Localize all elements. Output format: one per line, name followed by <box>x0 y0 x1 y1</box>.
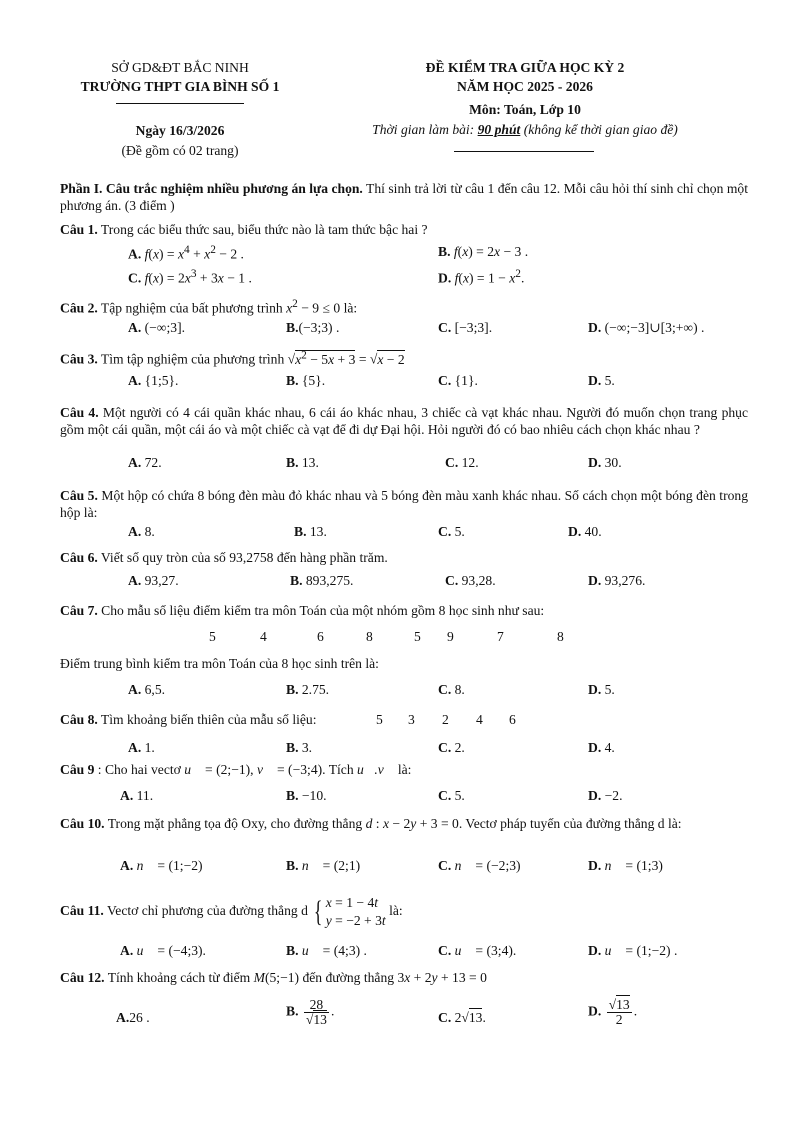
option-text: 893,275. <box>305 573 354 588</box>
q3-option-b: B. {5}. <box>286 373 326 388</box>
option-text: 93,28. <box>461 573 496 588</box>
q10-label: Câu 10. <box>60 816 105 831</box>
option-letter: B. <box>286 1003 299 1019</box>
q2-option-b: B.(−3;3) . <box>286 320 340 335</box>
option-text: 4. <box>604 740 615 755</box>
q4-option-d <box>588 455 622 471</box>
q11-option-d: D. u⃗ = (1;−2) . <box>588 943 678 958</box>
q12-text: Tính khoảng cách từ điểm <box>104 970 254 985</box>
q6-option-d <box>588 573 645 589</box>
option-letter: A. <box>128 455 142 470</box>
option-text: 5. <box>604 682 615 697</box>
q12-option-b: B. $\frac{28}{√13}$ . <box>286 997 335 1027</box>
q5-text: Một hộp có chứa 8 bóng đèn màu đỏ khác nhau và 5 bóng đèn màu xanh khác nhau. Số cách chọn một bóng đèn trong hộp là: <box>60 488 748 520</box>
q2-option-a: A. (−∞;3]. <box>128 320 186 335</box>
q10-text: Trong mặt phẳng tọa độ Oxy, cho đường thẳng <box>104 816 366 831</box>
option-letter: D. <box>588 1003 602 1019</box>
option-letter: C. <box>438 943 452 958</box>
q8-text: Tìm khoảng biến thiên của mẫu số liệu: <box>97 712 317 727</box>
part1-instructions: Thí sinh trả lời từ câu 1 đến câu 12. Mỗi câu hỏi thí sinh chỉ chọn một phương án. (3 điểm ) <box>60 181 748 213</box>
option-letter: C. <box>438 858 452 873</box>
q5-option-b <box>294 524 327 540</box>
option-letter: D. <box>588 373 602 388</box>
option-letter: A. <box>120 788 134 803</box>
option-letter: B. <box>294 524 307 539</box>
q12-mid: đến đường thẳng <box>299 970 398 985</box>
option-letter: D. <box>568 524 582 539</box>
option-letter: B. <box>286 740 299 755</box>
q7-label: Câu 7. <box>60 603 98 618</box>
option-letter: C. <box>438 524 452 539</box>
q3-option-d: D. 5. <box>588 373 615 388</box>
option-text: 93,27. <box>144 573 179 588</box>
question-10: Câu 10. Trong mặt phẳng tọa độ Oxy, cho đường thẳng d : x − 2y + 3 = 0. Vectơ pháp tuyến của đường thẳng d là: <box>60 816 682 831</box>
q11-label: Câu 11. <box>60 903 104 919</box>
option-letter: B. <box>286 858 299 873</box>
q4-option-c <box>445 455 479 471</box>
option-text: −10. <box>301 788 327 803</box>
q4-option-a <box>128 455 162 471</box>
q5-option-d <box>568 524 602 540</box>
q11-option-a: A. u⃗ = (−4;3). <box>120 943 206 958</box>
option-text: 8. <box>144 524 155 539</box>
option-letter: B. <box>290 573 303 588</box>
exam-title: ĐỀ KIỂM TRA GIỮA HỌC KỲ 2 <box>425 60 625 75</box>
question-8 <box>60 712 317 728</box>
question-2: Câu 2. Tập nghiệm của bất phương trình $x^2 - 9 \le 0$ là: <box>60 298 358 316</box>
option-letter: A. <box>128 740 142 755</box>
option-letter: D. <box>588 682 602 697</box>
option-letter: C. <box>438 788 452 803</box>
q11-option-c: C. u⃗ = (3;4). <box>438 943 517 958</box>
school-year: NĂM HỌC 2025 - 2026 <box>457 79 593 94</box>
q12-option-d: D. $\frac{√13}{2}$ . <box>588 997 638 1027</box>
brace-symbol: { <box>314 895 323 928</box>
q8-label: Câu 8. <box>60 712 98 727</box>
q7-data-value: 8 <box>557 629 564 644</box>
q7-data-value: 8 <box>366 629 373 644</box>
q7-follow-text: Điểm trung bình kiểm tra môn Toán của 8 học sinh trên là: <box>60 656 379 671</box>
school-name: TRƯỜNG THPT GIA BÌNH SỐ 1 <box>80 79 280 94</box>
q7-data-value: 6 <box>317 629 324 644</box>
q4-text: Một người có 4 cái quần khác nhau, 6 cái áo khác nhau, 3 chiếc cà vạt khác nhau. Người đó muốn chọn trang phục gồm một cái quần, một cái áo và một chiếc cà vạt để đi dự Đại hội. Hỏi người đó có bao nhiêu cách chọn khác nhau ? <box>60 405 748 437</box>
q8-data-value: 5 <box>376 712 383 727</box>
q3-option-c: C. {1}. <box>438 373 478 388</box>
q5-option-a <box>128 524 155 540</box>
option-letter: C. <box>438 373 452 388</box>
q9-option-c <box>438 788 465 804</box>
option-letter: D. <box>588 943 602 958</box>
option-text: 5. <box>454 788 465 803</box>
question-12: Câu 12. Tính khoảng cách từ điểm M(5;−1) đến đường thẳng 3x + 2y + 13 = 0 <box>60 970 487 985</box>
school-department: SỞ GD&ĐT BẮC NINH <box>111 60 249 75</box>
option-letter: D. <box>588 455 602 470</box>
option-letter: B. <box>286 373 299 388</box>
q8-option-b <box>286 740 312 756</box>
q8-data-value: 2 <box>442 712 449 727</box>
option-letter: C. <box>438 682 452 697</box>
q7-option-a <box>128 682 165 698</box>
option-letter: B. <box>286 788 299 803</box>
q8-option-d <box>588 740 615 756</box>
option-letter: B. <box>438 244 451 259</box>
option-letter: D. <box>588 740 602 755</box>
q9-label: Câu 9 <box>60 762 95 777</box>
q10-option-d: D. n⃗ = (1;3) <box>588 858 663 873</box>
q7-option-c <box>438 682 465 698</box>
q2-label: Câu 2. <box>60 300 98 316</box>
q6-label: Câu 6. <box>60 550 98 565</box>
option-letter: A. <box>128 320 142 335</box>
option-text: 13. <box>301 455 319 470</box>
option-text: 72. <box>144 455 162 470</box>
q7-data-value: 7 <box>497 629 504 644</box>
option-text: 5. <box>454 524 465 539</box>
option-text: 2.75. <box>301 682 330 697</box>
option-text: 30. <box>604 455 622 470</box>
option-letter: D. <box>588 858 602 873</box>
q11-option-b: B. u⃗ = (4;3) . <box>286 943 367 958</box>
q2-after: là: <box>340 300 358 316</box>
q7-text: Cho mẫu số liệu điểm kiểm tra môn Toán của một nhóm gồm 8 học sinh như sau: <box>97 603 545 618</box>
q8-option-a <box>128 740 155 756</box>
option-text: 2. <box>454 740 465 755</box>
option-letter: C. <box>438 740 452 755</box>
q7-option-d <box>588 682 615 698</box>
option-letter: C. <box>445 573 459 588</box>
q10-after: . Vectơ pháp tuyến của đường thẳng d là: <box>458 816 682 831</box>
option-letter: A. <box>128 682 142 697</box>
option-letter: A. <box>128 373 142 388</box>
q1-option-c: C. $f(x) = 2x^3 + 3x - 1$ . <box>128 268 252 286</box>
q1-option-b: B. f(x) = 2x − 3 . <box>438 244 529 259</box>
option-letter: B. <box>286 320 299 335</box>
q4-label: Câu 4. <box>60 405 99 420</box>
q6-option-b <box>290 573 353 589</box>
option-letter: A. <box>120 858 134 873</box>
q5-option-c <box>438 524 465 540</box>
option-letter: D. <box>438 270 452 286</box>
q11-after: là: <box>385 903 403 919</box>
option-text: 1. <box>144 740 155 755</box>
q3-label: Câu 3. <box>60 351 98 367</box>
question-4 <box>60 404 748 438</box>
question-11 <box>60 894 403 930</box>
option-letter: B. <box>286 455 299 470</box>
option-letter: C. <box>445 455 459 470</box>
q8-data-value: 6 <box>509 712 516 727</box>
question-3: Câu 3. Tìm tập nghiệm của phương trình $√x^2 - 5x + 3 = √x - 2$ <box>60 349 405 367</box>
option-letter: A. <box>128 524 142 539</box>
question-6 <box>60 550 388 566</box>
q11-text: Vectơ chỉ phương của đường thẳng d <box>103 903 312 919</box>
exam-date: Ngày 16/3/2026 <box>135 123 225 138</box>
option-text: 26 . <box>129 1010 150 1025</box>
q7-data-value: 5 <box>209 629 216 644</box>
q6-option-a <box>128 573 179 589</box>
pages-note: (Đề gồm có 02 trang) <box>121 143 239 158</box>
q2-option-c: C. [−3;3]. <box>438 320 493 335</box>
q3-option-a: A. {1;5}. <box>128 373 179 388</box>
option-letter: C. <box>438 1010 452 1025</box>
option-text: 13. <box>309 524 327 539</box>
question-9: Câu 9 : Cho hai vectơ u⃗ = (2;−1), v⃗ = (−3;4). Tích u⃗.v⃗ là: <box>60 762 412 777</box>
q8-option-c <box>438 740 465 756</box>
q6-option-c <box>445 573 496 589</box>
q9-option-d <box>588 788 623 804</box>
q9-option-a <box>120 788 153 804</box>
time-suffix: (không kể thời gian giao đề) <box>520 122 678 137</box>
option-text: 93,276. <box>604 573 646 588</box>
q8-data-value: 4 <box>476 712 483 727</box>
q7-data-value: 5 <box>414 629 421 644</box>
option-letter: A. <box>120 943 134 958</box>
q2-option-d: D. (−∞;−3]∪[3;+∞) . <box>588 320 705 335</box>
time-limit <box>330 122 720 138</box>
q12-option-c: C. 2√13. <box>438 1010 486 1025</box>
option-letter: A. <box>128 246 142 262</box>
fraction: $\frac{28}{√13}$ <box>305 997 327 1027</box>
q1-text: Trong các biểu thức sau, biểu thức nào là tam thức bậc hai ? <box>97 222 428 237</box>
option-letter: D. <box>588 573 602 588</box>
q9-option-b <box>286 788 327 804</box>
option-text: −2. <box>604 788 623 803</box>
option-text: 3. <box>301 740 313 755</box>
option-letter: B. <box>286 943 299 958</box>
q7-data-value: 9 <box>447 629 454 644</box>
option-letter: D. <box>588 788 602 803</box>
q3-text: Tìm tập nghiệm của phương trình <box>97 351 288 367</box>
question-1 <box>60 222 428 238</box>
option-text: 12. <box>461 455 479 470</box>
q9-after: . Tích <box>322 762 358 777</box>
q10-option-a: A. n⃗ = (1;−2) <box>120 858 203 873</box>
q5-label: Câu 5. <box>60 488 98 503</box>
q7-data-value: 4 <box>260 629 267 644</box>
q6-text: Viết số quy tròn của số 93,2758 đến hàng phần trăm. <box>97 550 388 565</box>
option-letter: B. <box>286 682 299 697</box>
option-text: 6,5. <box>144 682 166 697</box>
option-text: 40. <box>584 524 602 539</box>
q1-label: Câu 1. <box>60 222 98 237</box>
option-letter: C. <box>438 320 452 335</box>
q9-text: : Cho hai vectơ <box>94 762 185 777</box>
header-left-divider <box>116 103 244 104</box>
q1-option-d: D. $f(x) = 1 - x^2$. <box>438 268 525 286</box>
q8-data-value: 3 <box>408 712 415 727</box>
question-7 <box>60 603 544 619</box>
q7-option-b <box>286 682 329 698</box>
fraction: $\frac{√13}{2}$ <box>608 997 630 1027</box>
part1-title: Phần I. Câu trắc nghiệm nhiều phương án lựa chọn. <box>60 181 363 196</box>
time-prefix: Thời gian làm bài: <box>372 122 478 137</box>
parametric-system: x = 1 − 4t y = −2 + 3t <box>325 895 386 928</box>
header-right-divider <box>454 151 594 152</box>
option-text: 8. <box>454 682 465 697</box>
q10-option-b: B. n⃗ = (2;1) <box>286 858 361 873</box>
question-5 <box>60 487 748 521</box>
q4-option-b <box>286 455 319 471</box>
part1-heading <box>60 180 748 214</box>
q12-option-a <box>116 1010 150 1026</box>
option-letter: A. <box>116 1010 130 1025</box>
q1-option-a: A. $f(x) = x^4 + x^2 - 2$ . <box>128 244 244 262</box>
q2-text: Tập nghiệm của bất phương trình <box>97 300 287 316</box>
time-value: 90 phút <box>477 122 521 137</box>
q12-label: Câu 12. <box>60 970 105 985</box>
subject: Môn: Toán, Lớp 10 <box>469 102 581 117</box>
q10-option-c: C. n⃗ = (−2;3) <box>438 858 521 873</box>
q9-after2: là: <box>394 762 412 777</box>
option-letter: C. <box>128 270 142 286</box>
option-text: 11. <box>136 788 154 803</box>
option-letter: A. <box>128 573 142 588</box>
option-letter: D. <box>588 320 602 335</box>
